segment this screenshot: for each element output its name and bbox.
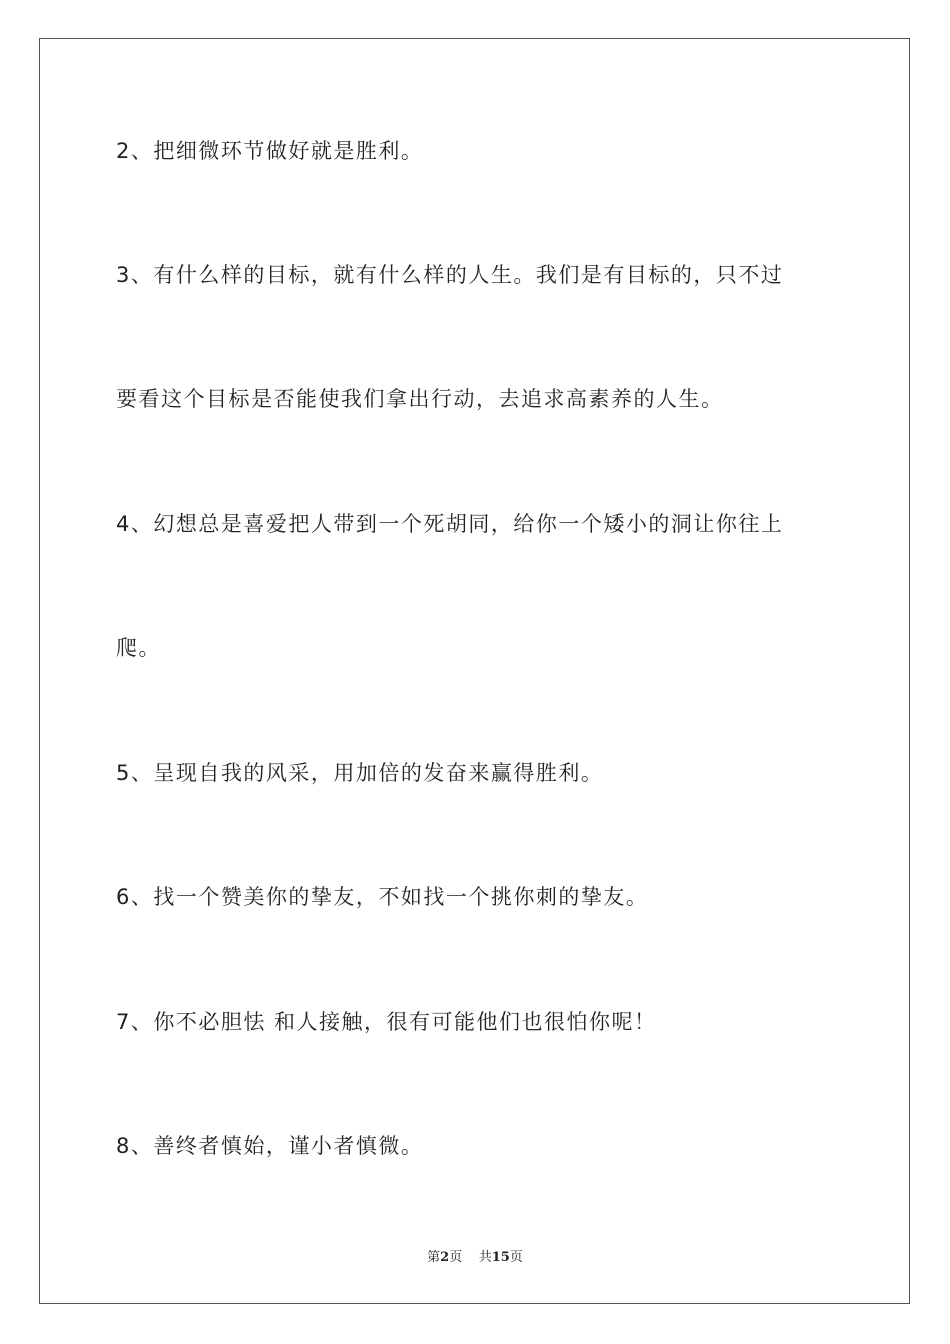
text-line-8: 7、你不必胆怯 和人接触，很有可能他们也很怕你呢！ <box>116 1010 657 1034</box>
text-line-6: 5、呈现自我的风采，用加倍的发奋来赢得胜利。 <box>116 761 604 785</box>
text-line-4: 4、幻想总是喜爱把人带到一个死胡同，给你一个矮小的洞让你往上 <box>116 512 784 536</box>
page-border <box>39 38 910 1304</box>
text-line-7: 6、找一个赞美你的挚友，不如找一个挑你刺的挚友。 <box>116 885 649 909</box>
footer-page-prefix: 第 <box>427 1250 441 1265</box>
footer-current-page: 2 <box>440 1250 450 1265</box>
text-line-3: 要看这个目标是否能使我们拿出行动，去追求高素养的人生。 <box>116 387 724 411</box>
text-line-5: 爬。 <box>116 636 161 660</box>
page-footer <box>0 1246 950 1265</box>
text-line-2: 3、有什么样的目标，就有什么样的人生。我们是有目标的，只不过 <box>116 263 784 287</box>
footer-total-pages: 15 <box>491 1250 510 1265</box>
footer-total-suffix: 页 <box>509 1250 523 1265</box>
text-line-9: 8、善终者慎始，谨小者慎微。 <box>116 1134 424 1158</box>
footer-total-prefix: 共 <box>478 1250 492 1265</box>
text-line-1: 2、把细微环节做好就是胜利。 <box>116 139 424 163</box>
footer-page-suffix: 页 <box>449 1250 463 1265</box>
